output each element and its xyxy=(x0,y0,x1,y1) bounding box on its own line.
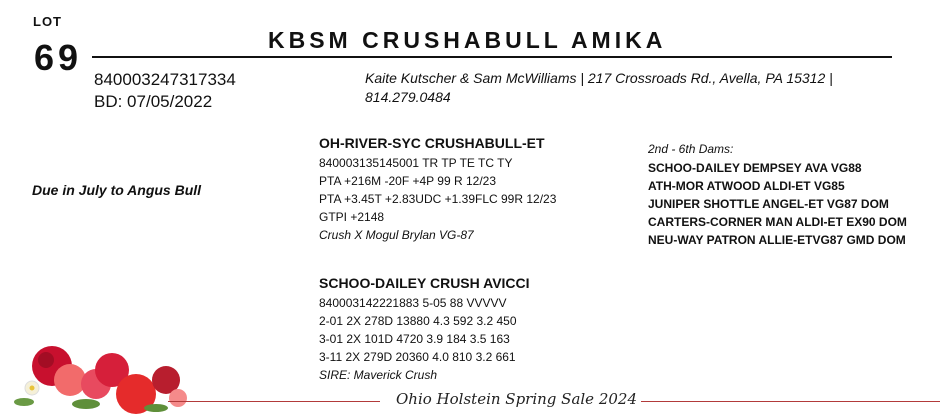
dam-ancestor: CARTERS-CORNER MAN ALDI-ET EX90 DOM xyxy=(648,215,907,229)
sire-block xyxy=(319,134,556,244)
dam-name: SCHOO-DAILEY CRUSH AVICCI xyxy=(319,275,530,291)
breeding-note: Due in July to Angus Bull xyxy=(32,182,202,198)
dam-ancestor: JUNIPER SHOTTLE ANGEL-ET VG87 DOM xyxy=(648,197,889,211)
dam-sire-note: SIRE: Maverick Crush xyxy=(319,368,438,382)
sire-line: PTA +3.45T +2.83UDC +1.39FLC 99R 12/23 xyxy=(319,192,557,206)
footer-rule-right xyxy=(610,401,940,402)
footer-rule-left xyxy=(168,401,380,402)
consignor-info xyxy=(365,69,895,107)
sire-pedigree: Crush X Mogul Brylan VG-87 xyxy=(319,228,474,242)
lot-label: LOT xyxy=(33,14,62,29)
dam-line: 2-01 2X 278D 13880 4.3 592 3.2 450 xyxy=(319,314,517,328)
dam-line: 3-11 2X 279D 20360 4.0 810 3.2 661 xyxy=(319,350,516,364)
consignor-phone: 814.279.0484 xyxy=(365,89,451,105)
flower-decoration-icon xyxy=(0,318,200,414)
sire-line: PTA +216M -20F +4P 99 R 12/23 xyxy=(319,174,496,188)
dams-2-6-block xyxy=(648,140,907,249)
dam-line: 840003142221883 5-05 88 VVVVV xyxy=(319,296,507,310)
dam-line: 3-01 2X 101D 4720 3.9 184 3.5 163 xyxy=(319,332,510,346)
dam-ancestor: NEU-WAY PATRON ALLIE-ETVG87 GMD DOM xyxy=(648,233,906,247)
sire-line: 840003135145001 TR TP TE TC TY xyxy=(319,156,513,170)
lot-number: 69 xyxy=(34,37,83,78)
title-rule xyxy=(92,56,892,58)
dams-heading: 2nd - 6th Dams: xyxy=(648,142,734,156)
animal-name: KBSM CRUSHABULL AMIKA xyxy=(268,27,667,53)
sire-name: OH-RIVER-SYC CRUSHABULL-ET xyxy=(319,135,545,151)
dam-block xyxy=(319,274,530,384)
sale-name: Ohio Holstein Spring Sale 2024 xyxy=(392,390,641,408)
animal-id: 840003247317334 xyxy=(94,70,236,89)
sire-line: GTPI +2148 xyxy=(319,210,385,224)
dam-ancestor: SCHOO-DAILEY DEMPSEY AVA VG88 xyxy=(648,161,862,175)
consignor-line: Kaite Kutscher & Sam McWilliams | 217 Crossroads Rd., Avella, PA 15312 | xyxy=(365,70,833,86)
birthdate: BD: 07/05/2022 xyxy=(94,92,213,111)
dam-ancestor: ATH-MOR ATWOOD ALDI-ET VG85 xyxy=(648,179,845,193)
